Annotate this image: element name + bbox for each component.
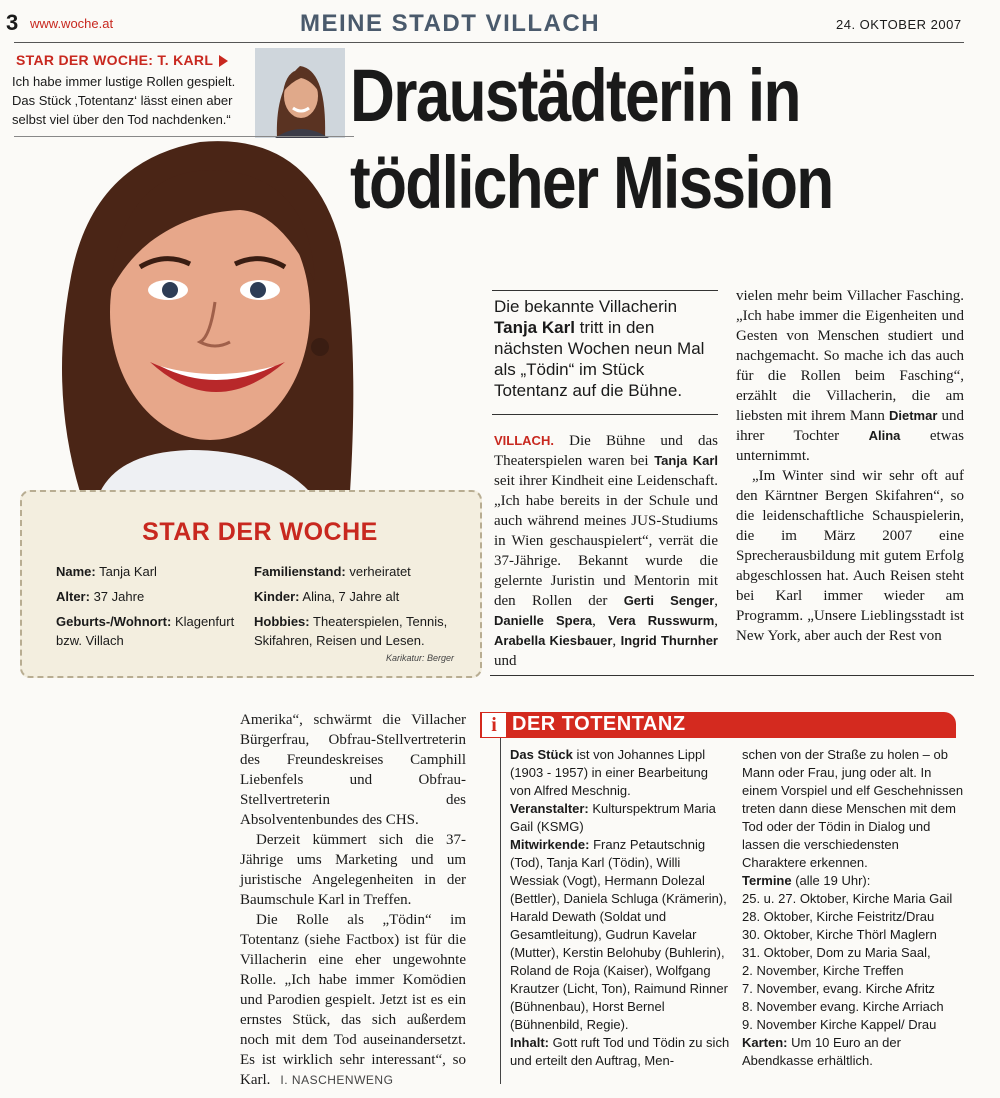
article-paragraph: Amerika“, schwärmt die Villacher Bürgerfrau, Obfrau-Stellvertreterin des Freundeskreises Camphill Liebenfels und Obfrau-Stellvertreterin des Absolventenbundes des CHS. [240, 712, 466, 828]
list-item: 31. Oktober, Dom zu Maria Saal, [742, 945, 931, 960]
list-item: 7. November, evang. Kirche Afritz [742, 981, 935, 996]
factbox-column-2 [742, 746, 964, 1070]
article-headline [350, 52, 896, 227]
author-byline: I. NASCHENWENG [280, 1073, 394, 1087]
article-lead: Die bekannte Villacherin Tanja Karl tritt in den nächsten Wochen neun Mal als „Tödin“ im Stück Totentanz auf die Bühne. [494, 297, 705, 400]
lead-bottom-rule [492, 414, 718, 415]
info-icon: i [482, 713, 506, 737]
headline-line-2: tödlicher Mission [350, 141, 833, 225]
list-item: 30. Oktober, Kirche Thörl Maglern [742, 927, 937, 942]
factbox-title: DER TOTENTANZ [512, 713, 686, 735]
lead-top-rule [492, 290, 718, 291]
list-item: 25. u. 27. Oktober, Kirche Maria Gail [742, 891, 953, 906]
article-paragraph: Derzeit kümmert sich die 37-Jährige ums Marketing und um juristische Angelegenheiten in der Baumschule Karl in Treffen. [240, 832, 466, 908]
section-divider [490, 675, 974, 676]
factbox-karten: Karten: Um 10 Euro an der Abendkasse erhältlich. [742, 1035, 901, 1068]
fact-age: Alter: 37 Jahre [56, 589, 145, 604]
list-item: 2. November, Kirche Treffen [742, 963, 904, 978]
star-box-title: STAR DER WOCHE [142, 518, 378, 546]
section-title: MEINE STADT VILLACH [300, 10, 601, 37]
issue-date: 24. OKTOBER 2007 [836, 17, 962, 32]
page-number: 3 [6, 10, 19, 35]
headline-line-1: Draustädterin in [350, 54, 800, 137]
teaser-quote: Ich habe immer lustige Rollen gespielt. Das Stück ‚Totentanz‘ lässt einen aber selbst viel über den Tod nachdenken.“ [12, 74, 236, 127]
article-paragraph: vielen mehr beim Villacher Fasching. „Ich habe immer die Eigenheiten und Gesten von Menschen studiert und nachgemacht. So mache ich das auch für die Rollen beim Fasching“, erzählt die Villacherin, die am liebsten mit ihrem Mann Dietmar und ihrer Tochter Alina etwas unternimmt. [736, 288, 965, 464]
teaser-kicker: STAR DER WOCHE: T. KARL [16, 52, 228, 68]
factbox-inhalt: Inhalt: Gott ruft Tod und Tödin zu sich und erteilt den Auftrag, Men- [510, 1035, 730, 1068]
caricature-illustration [40, 132, 370, 492]
fact-marital-status: Familienstand: verheiratet [254, 564, 411, 579]
teaser-portrait-photo [255, 48, 345, 138]
fact-hometown: Geburts-/Wohnort: Klagenfurt bzw. Villach [56, 614, 235, 648]
list-item: 8. November evang. Kirche Arriach [742, 999, 944, 1014]
factbox-mitwirkende: Mitwirkende: Franz Petautschnig (Tod), Tanja Karl (Tödin), Willi Wessiak (Vogt), Hermann Dolezal (Bettler), Daniela Schluga (Krämerin), Harald Dewath (Soldat und Gesamtleitung), Gudrun Kavelar (Mutter), Kerstin Belohuby (Buhlerin), Roland de Roja (Kaiser), Wolfgang Krautzer (Licht, Ton), Raimund Rinner (Bühnenbau), Horst Bernel (Bühnenbild, Regie). [510, 837, 728, 1032]
article-column-1: VILLACH. Die Bühne und das Theaterspielen waren bei Tanja Karl seit ihrer Kindheit eine Leidenschaft. „Ich habe bereits in der Schule und auch während meines JUS-Studiums in Wien geschauspielert“, verrät die 37-Jährige. Bekannt wurde die gelernte Juristin und Mentorin mit den Rollen der Gerti Senger, Danielle Spera, Vera Russwurm, Arabella Kiesbauer, Ingrid Thurnher und [494, 433, 719, 669]
article-paragraph: „Im Winter sind wir sehr oft auf den Kärntner Bergen Skifahren“, so die leidenschaftliche Schauspielerin, die im März 2007 eine Sprecherausbildung mit gutem Erfolg abgeschlossen hat. Auch Reisen steht bei Karl immer wieder am Programm. „Unsere Lieblingsstadt ist New York, aber auch der Rest von [736, 468, 964, 644]
article-column-2 [736, 286, 964, 646]
factbox-rule [500, 738, 501, 1084]
factbox-termine-heading: Termine (alle 19 Uhr): [742, 873, 871, 888]
fact-name: Name: Tanja Karl [56, 564, 157, 579]
factbox-column-1 [510, 746, 732, 1070]
article-column-3 [240, 710, 466, 1090]
site-url-link[interactable]: www.woche.at [30, 16, 114, 31]
article-paragraph: Die Rolle als „Tödin“ im Totentanz (siehe Factbox) ist für die Villacherin eine eher ungewohnte Rolle. „Ich habe immer Komödien und Parodien gespielt. Jetzt ist es ein ernstes Stück, das sich außerdem noch mit dem Tod auseinandersetzt. Es ist wirklich sehr interessant“, so Karl. I. NASCHENWENG [240, 912, 466, 1088]
fact-children: Kinder: Alina, 7 Jahre alt [254, 589, 400, 604]
list-item: 9. November Kirche Kappel/ Drau [742, 1017, 937, 1032]
factbox-stueck: Das Stück ist von Johannes Lippl (1903 - 1957) in einer Bearbeitung von Alfred Meschnig. [510, 747, 709, 798]
factbox-veranstalter: Veranstalter: Kulturspektrum Maria Gail (KSMG) [510, 801, 716, 834]
list-item: 28. Oktober, Kirche Feistritz/Drau [742, 909, 935, 924]
fact-hobbies: Hobbies: Theaterspielen, Tennis, Skifahren, Reisen und Lesen. [254, 614, 448, 648]
header-divider [14, 42, 964, 43]
factbox-inhalt-cont: schen von der Straße zu holen – ob Mann oder Frau, jung oder alt. In einem Vorspiel und elf Geschehnissen treten dann diese Menschen mit dem Tod oder der Tödin in Dialog und lassen die verschiedensten Charaktere erkennen. [742, 747, 964, 870]
caricature-credit: Karikatur: Berger [386, 653, 455, 663]
arrow-right-icon [219, 55, 228, 67]
dateline: VILLACH. [494, 433, 554, 448]
